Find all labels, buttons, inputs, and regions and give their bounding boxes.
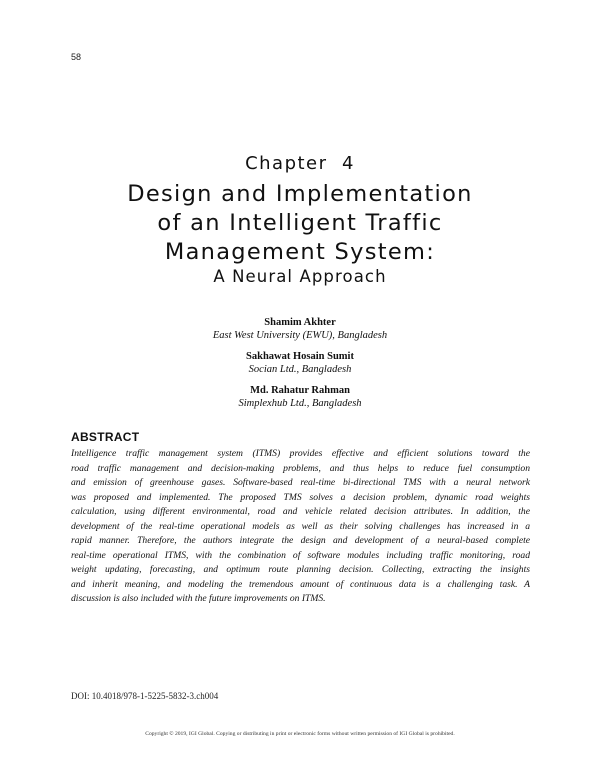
doi-link[interactable]: DOI: 10.4018/978-1-5225-5832-3.ch004 [71, 691, 219, 701]
abstract-line: road traffic management and decision-making problems, and thus helps to reduce fuel consumption [71, 462, 530, 474]
abstract-line: and inherit meaning, and modeling the tremendous amount of continuous data is a challenging task. A [71, 578, 530, 590]
author-affiliation: Socian Ltd., Bangladesh [248, 364, 352, 375]
chapter-title [40, 180, 560, 267]
author-name: Sakhawat Hosain Sumit [246, 351, 354, 362]
copyright-notice: Copyright © 2019, IGI Global. Copying or distributing in print or electronic forms without written permission of IGI Global is prohibited. [145, 731, 455, 737]
abstract-line: and emission of greenhouse gases. Software-based real-time bi-directional TMS with a neural network [71, 477, 530, 489]
abstract-line: rapid manner. Therefore, the authors integrate the design and development of a neural-based complete [71, 535, 530, 547]
author-name: Shamim Akhter [264, 317, 336, 328]
abstract-line: development of the real-time operational models as well as their solving challenges has increased in a [71, 520, 530, 532]
chapter-label: Chapter 4 [245, 153, 355, 174]
author-affiliation: East West University (EWU), Bangladesh [212, 330, 388, 341]
abstract-line: weight updating, forecasting, and optimum route planning decision. Collecting, extracting the insights [71, 564, 530, 576]
chapter-title-line: Management System: [164, 239, 436, 265]
chapter-subtitle: A Neural Approach [213, 267, 387, 286]
page-number: 58 [71, 52, 82, 62]
chapter-title-line: of an Intelligent Traffic [157, 210, 443, 236]
abstract-line: discussion is also included with the future improvements on ITMS. [71, 593, 326, 605]
author-block [0, 384, 600, 410]
abstract-heading: ABSTRACT [71, 430, 140, 444]
abstract-line: was proposed and implemented. The proposed TMS solves a decision problem, dynamic road weights [71, 491, 530, 503]
author-affiliation: Simplexhub Ltd., Bangladesh [238, 398, 362, 409]
chapter-title-line: Design and Implementation [127, 181, 473, 207]
abstract-line: Intelligence traffic management system (ITMS) provides effective and efficient solutions toward the [71, 448, 530, 459]
author-block [0, 316, 600, 342]
abstract-body [71, 447, 530, 607]
abstract-line: calculation, using different environmental, road and vehicle related decision attributes. In addition, the [71, 506, 530, 518]
author-name: Md. Rahatur Rahman [250, 385, 350, 396]
author-block [0, 350, 600, 376]
abstract-line: real-time operational ITMS, with the combination of software modules including traffic monitoring, road [71, 549, 530, 561]
